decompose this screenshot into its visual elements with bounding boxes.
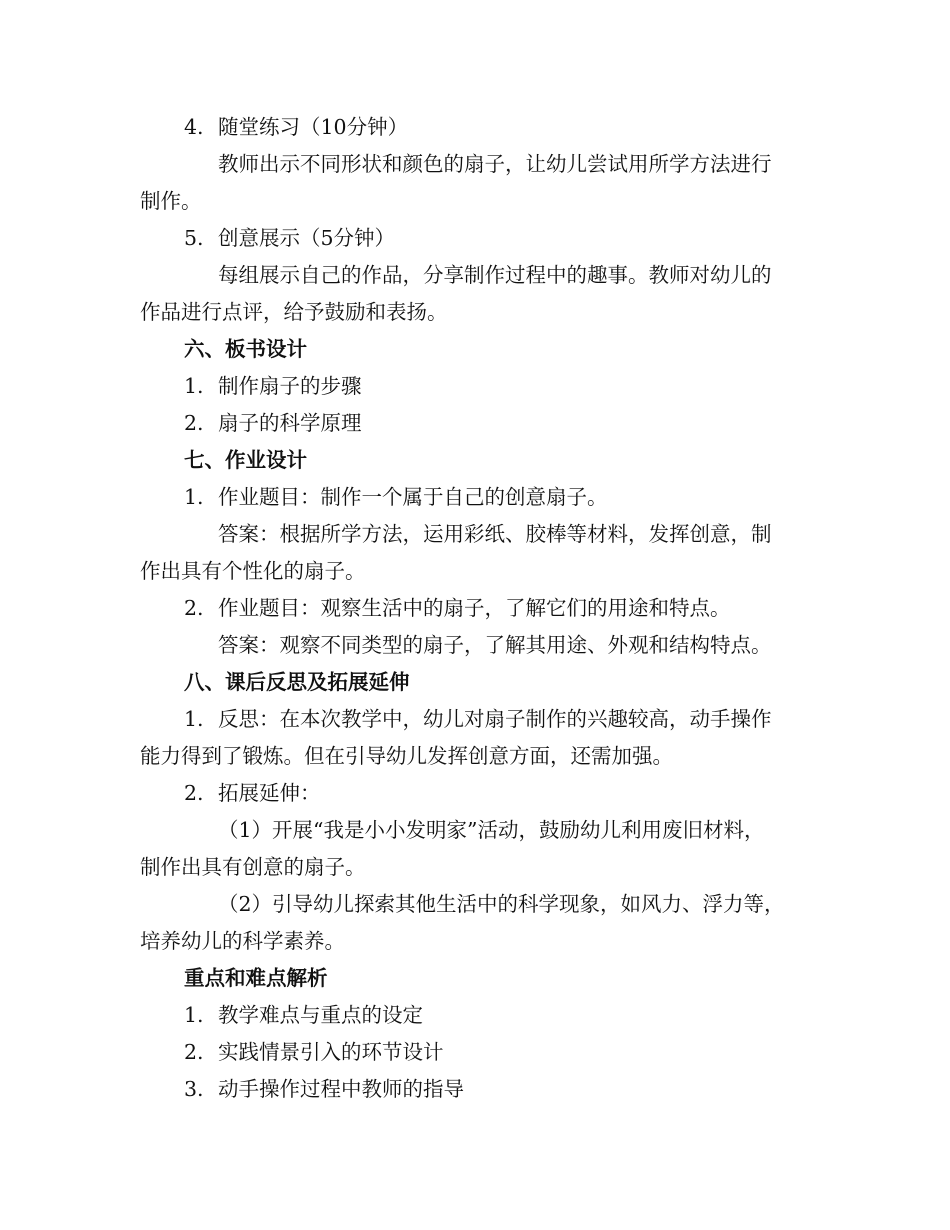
list-item bbox=[184, 374, 362, 398]
paragraph-line: 作品进行点评，给予鼓励和表扬。 bbox=[140, 300, 448, 324]
section-heading-homework: 七、作业设计 bbox=[184, 448, 307, 472]
list-number: 1. bbox=[184, 485, 204, 509]
list-text: 反思：在本次教学中，幼儿对扇子制作的兴趣较高，动手操作 bbox=[218, 707, 772, 731]
section-5-title bbox=[184, 226, 395, 250]
list-number: 3. bbox=[184, 1077, 204, 1101]
paragraph-line: 每组展示自己的作品，分享制作过程中的趣事。教师对幼儿的 bbox=[218, 263, 772, 287]
list-number: 1. bbox=[184, 707, 204, 731]
paragraph-line: 培养幼儿的科学素养。 bbox=[140, 929, 345, 953]
list-number: 5. bbox=[184, 226, 204, 250]
list-number: 2. bbox=[184, 596, 204, 620]
paragraph-line: 能力得到了锻炼。但在引导幼儿发挥创意方面，还需加强。 bbox=[140, 744, 673, 768]
list-item bbox=[184, 1040, 444, 1064]
list-text: 制作扇子的步骤 bbox=[218, 374, 362, 398]
list-item bbox=[184, 485, 608, 509]
list-text: 作业题目：制作一个属于自己的创意扇子。 bbox=[218, 485, 608, 509]
list-text: 实践情景引入的环节设计 bbox=[218, 1040, 444, 1064]
list-text: 动手操作过程中教师的指导 bbox=[218, 1077, 464, 1101]
list-item bbox=[184, 596, 731, 620]
list-number: 2. bbox=[184, 781, 204, 805]
list-text: 创意展示（5分钟） bbox=[218, 226, 396, 250]
paragraph-line: 制作。 bbox=[140, 189, 202, 213]
list-text: 扇子的科学原理 bbox=[218, 411, 362, 435]
list-item bbox=[184, 1003, 423, 1027]
section-heading-keypoints: 重点和难点解析 bbox=[184, 966, 328, 990]
paragraph-line: 教师出示不同形状和颜色的扇子，让幼儿尝试用所学方法进行 bbox=[218, 152, 772, 176]
list-number: 2. bbox=[184, 411, 204, 435]
list-number: 1. bbox=[184, 1003, 204, 1027]
list-text: 教学难点与重点的设定 bbox=[218, 1003, 423, 1027]
list-number: 2. bbox=[184, 1040, 204, 1064]
list-item bbox=[184, 781, 321, 805]
paragraph-line: （2）引导幼儿探索其他生活中的科学现象，如风力、浮力等， bbox=[218, 892, 785, 916]
paragraph-line: （1）开展“我是小小发明家”活动，鼓励幼儿利用废旧材料， bbox=[218, 818, 765, 842]
section-4-title bbox=[184, 115, 408, 139]
paragraph-line: 答案：观察不同类型的扇子，了解其用途、外观和结构特点。 bbox=[218, 633, 772, 657]
paragraph-line: 作出具有个性化的扇子。 bbox=[140, 559, 366, 583]
section-heading-board: 六、板书设计 bbox=[184, 337, 307, 361]
list-text: 作业题目：观察生活中的扇子，了解它们的用途和特点。 bbox=[218, 596, 731, 620]
list-item bbox=[184, 411, 362, 435]
list-item bbox=[184, 707, 772, 731]
paragraph-line: 答案：根据所学方法，运用彩纸、胶棒等材料，发挥创意，制 bbox=[218, 522, 772, 546]
list-item bbox=[184, 1077, 464, 1101]
paragraph-line: 制作出具有创意的扇子。 bbox=[140, 855, 366, 879]
list-number: 1. bbox=[184, 374, 204, 398]
section-heading-reflection: 八、课后反思及拓展延伸 bbox=[184, 670, 410, 694]
list-text: 拓展延伸： bbox=[218, 781, 321, 805]
list-text: 随堂练习（10分钟） bbox=[218, 115, 409, 139]
list-number: 4. bbox=[184, 115, 204, 139]
